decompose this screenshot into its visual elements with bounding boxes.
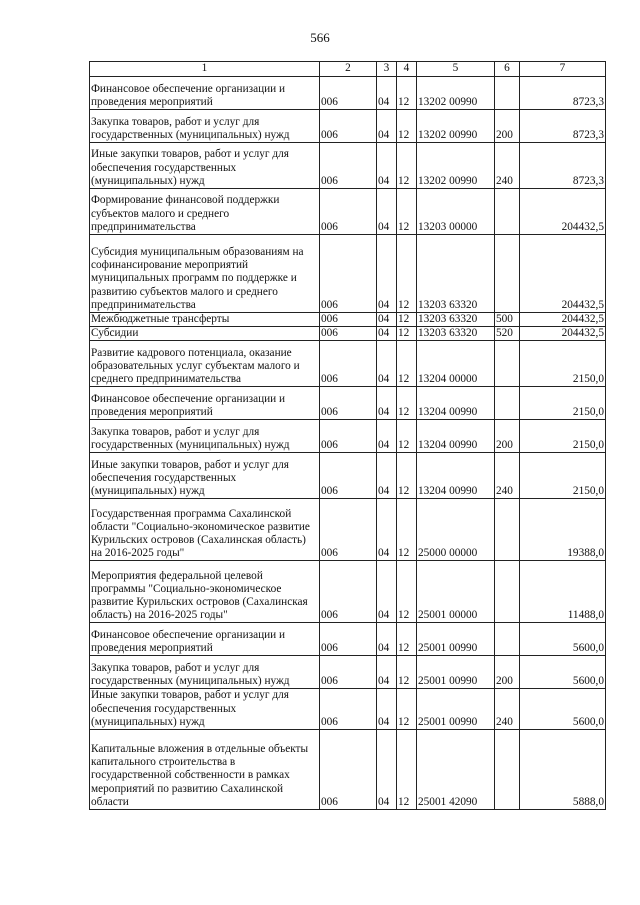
section-code-cell: 04 <box>377 143 397 189</box>
expense-type-code-cell <box>495 623 520 656</box>
expense-type-code-cell: 520 <box>495 327 520 341</box>
section-code-cell: 04 <box>377 341 397 387</box>
subsection-code-cell: 12 <box>397 689 417 730</box>
amount-cell: 204432,5 <box>520 189 606 235</box>
subsection-code-cell: 12 <box>397 110 417 143</box>
page-number: 566 <box>310 30 330 45</box>
section-code-cell: 04 <box>377 189 397 235</box>
ministry-code-cell: 006 <box>320 143 377 189</box>
row-name-cell: Финансовое обеспечение организации и проведения мероприятий <box>90 623 320 656</box>
subsection-code-cell: 12 <box>397 387 417 420</box>
header-row <box>90 62 606 77</box>
table-body <box>90 77 606 810</box>
table-row <box>90 561 606 623</box>
row-name-cell: Закупка товаров, работ и услуг для государственных (муниципальных) нужд <box>90 110 320 143</box>
amount-cell: 11488,0 <box>520 561 606 623</box>
section-code-cell: 04 <box>377 327 397 341</box>
amount-cell: 2150,0 <box>520 453 606 499</box>
expense-type-code-cell <box>495 77 520 110</box>
table-row <box>90 77 606 110</box>
target-item-code-cell: 13203 00000 <box>417 189 495 235</box>
target-item-code-cell: 25000 00000 <box>417 499 495 561</box>
subsection-code-cell: 12 <box>397 730 417 810</box>
ministry-code-cell: 006 <box>320 110 377 143</box>
row-name-cell: Иные закупки товаров, работ и услуг для обеспечения государственных (муниципальных) нужд <box>90 453 320 499</box>
row-name-cell: Субсидии <box>90 327 320 341</box>
column-header: 3 <box>377 62 397 77</box>
section-code-cell: 04 <box>377 730 397 810</box>
expense-type-code-cell: 500 <box>495 313 520 327</box>
section-code-cell: 04 <box>377 623 397 656</box>
row-name-cell: Формирование финансовой поддержки субъектов малого и среднего предпринимательства <box>90 189 320 235</box>
target-item-code-cell: 25001 00000 <box>417 561 495 623</box>
table-row <box>90 143 606 189</box>
target-item-code-cell: 13202 00990 <box>417 143 495 189</box>
section-code-cell: 04 <box>377 561 397 623</box>
budget-table <box>89 61 606 810</box>
ministry-code-cell: 006 <box>320 730 377 810</box>
table-row <box>90 327 606 341</box>
section-code-cell: 04 <box>377 420 397 453</box>
row-name-cell: Иные закупки товаров, работ и услуг для обеспечения государственных (муниципальных) нужд <box>90 689 320 730</box>
expense-type-code-cell: 240 <box>495 453 520 499</box>
amount-cell: 204432,5 <box>520 313 606 327</box>
subsection-code-cell: 12 <box>397 623 417 656</box>
table-row <box>90 656 606 689</box>
expense-type-code-cell: 200 <box>495 420 520 453</box>
amount-cell: 2150,0 <box>520 387 606 420</box>
ministry-code-cell: 006 <box>320 77 377 110</box>
row-name-cell: Закупка товаров, работ и услуг для государственных (муниципальных) нужд <box>90 656 320 689</box>
amount-cell: 5600,0 <box>520 623 606 656</box>
target-item-code-cell: 13202 00990 <box>417 77 495 110</box>
subsection-code-cell: 12 <box>397 453 417 499</box>
table-row <box>90 341 606 387</box>
section-code-cell: 04 <box>377 313 397 327</box>
section-code-cell: 04 <box>377 499 397 561</box>
section-code-cell: 04 <box>377 110 397 143</box>
ministry-code-cell: 006 <box>320 235 377 313</box>
expense-type-code-cell <box>495 189 520 235</box>
subsection-code-cell: 12 <box>397 327 417 341</box>
row-name-cell: Мероприятия федеральной целевой программы "Социально-экономическое развитие Курильских островов (Сахалинская область) на 2016-2025 годы" <box>90 561 320 623</box>
column-header: 6 <box>495 62 520 77</box>
amount-cell: 204432,5 <box>520 327 606 341</box>
expense-type-code-cell <box>495 387 520 420</box>
section-code-cell: 04 <box>377 387 397 420</box>
amount-cell: 5888,0 <box>520 730 606 810</box>
column-header: 2 <box>320 62 377 77</box>
subsection-code-cell: 12 <box>397 561 417 623</box>
section-code-cell: 04 <box>377 453 397 499</box>
ministry-code-cell: 006 <box>320 327 377 341</box>
row-name-cell: Межбюджетные трансферты <box>90 313 320 327</box>
ministry-code-cell: 006 <box>320 341 377 387</box>
expense-type-code-cell: 240 <box>495 689 520 730</box>
table-row <box>90 387 606 420</box>
target-item-code-cell: 13204 00000 <box>417 341 495 387</box>
ministry-code-cell: 006 <box>320 499 377 561</box>
ministry-code-cell: 006 <box>320 561 377 623</box>
target-item-code-cell: 25001 00990 <box>417 623 495 656</box>
ministry-code-cell: 006 <box>320 313 377 327</box>
section-code-cell: 04 <box>377 656 397 689</box>
table-row <box>90 453 606 499</box>
table-row <box>90 110 606 143</box>
target-item-code-cell: 25001 00990 <box>417 689 495 730</box>
target-item-code-cell: 13203 63320 <box>417 327 495 341</box>
target-item-code-cell: 25001 00990 <box>417 656 495 689</box>
amount-cell: 2150,0 <box>520 420 606 453</box>
ministry-code-cell: 006 <box>320 420 377 453</box>
target-item-code-cell: 13203 63320 <box>417 313 495 327</box>
subsection-code-cell: 12 <box>397 341 417 387</box>
amount-cell: 204432,5 <box>520 235 606 313</box>
amount-cell: 5600,0 <box>520 656 606 689</box>
subsection-code-cell: 12 <box>397 143 417 189</box>
ministry-code-cell: 006 <box>320 189 377 235</box>
target-item-code-cell: 13204 00990 <box>417 387 495 420</box>
expense-type-code-cell <box>495 341 520 387</box>
row-name-cell: Иные закупки товаров, работ и услуг для обеспечения государственных (муниципальных) нужд <box>90 143 320 189</box>
ministry-code-cell: 006 <box>320 656 377 689</box>
subsection-code-cell: 12 <box>397 77 417 110</box>
amount-cell: 2150,0 <box>520 341 606 387</box>
table-row <box>90 499 606 561</box>
row-name-cell: Финансовое обеспечение организации и проведения мероприятий <box>90 387 320 420</box>
expense-type-code-cell: 200 <box>495 110 520 143</box>
target-item-code-cell: 13204 00990 <box>417 420 495 453</box>
column-header: 5 <box>417 62 495 77</box>
amount-cell: 8723,3 <box>520 110 606 143</box>
subsection-code-cell: 12 <box>397 499 417 561</box>
target-item-code-cell: 25001 42090 <box>417 730 495 810</box>
target-item-code-cell: 13203 63320 <box>417 235 495 313</box>
subsection-code-cell: 12 <box>397 235 417 313</box>
expense-type-code-cell: 240 <box>495 143 520 189</box>
section-code-cell: 04 <box>377 689 397 730</box>
amount-cell: 19388,0 <box>520 499 606 561</box>
expense-type-code-cell: 200 <box>495 656 520 689</box>
section-code-cell: 04 <box>377 235 397 313</box>
table-row <box>90 189 606 235</box>
target-item-code-cell: 13202 00990 <box>417 110 495 143</box>
subsection-code-cell: 12 <box>397 189 417 235</box>
expense-type-code-cell <box>495 561 520 623</box>
column-header: 7 <box>520 62 606 77</box>
target-item-code-cell: 13204 00990 <box>417 453 495 499</box>
table-row <box>90 689 606 730</box>
table-row <box>90 623 606 656</box>
row-name-cell: Развитие кадрового потенциала, оказание образовательных услуг субъектам малого и среднего предпринимательства <box>90 341 320 387</box>
table-row <box>90 420 606 453</box>
row-name-cell: Закупка товаров, работ и услуг для государственных (муниципальных) нужд <box>90 420 320 453</box>
amount-cell: 8723,3 <box>520 143 606 189</box>
column-header: 4 <box>397 62 417 77</box>
table-row <box>90 313 606 327</box>
ministry-code-cell: 006 <box>320 623 377 656</box>
table-row <box>90 235 606 313</box>
subsection-code-cell: 12 <box>397 656 417 689</box>
amount-cell: 5600,0 <box>520 689 606 730</box>
section-code-cell: 04 <box>377 77 397 110</box>
ministry-code-cell: 006 <box>320 453 377 499</box>
table-row <box>90 730 606 810</box>
row-name-cell: Капитальные вложения в отдельные объекты капитального строительства в государственной собственности в рамках мероприятий по развитию Сахалинской области <box>90 730 320 810</box>
column-header: 1 <box>90 62 320 77</box>
row-name-cell: Финансовое обеспечение организации и проведения мероприятий <box>90 77 320 110</box>
subsection-code-cell: 12 <box>397 420 417 453</box>
amount-cell: 8723,3 <box>520 77 606 110</box>
expense-type-code-cell <box>495 730 520 810</box>
row-name-cell: Субсидия муниципальным образованиям на софинансирование мероприятий муниципальных программ по поддержке и развитию субъектов малого и среднего предпринимательства <box>90 235 320 313</box>
expense-type-code-cell <box>495 499 520 561</box>
ministry-code-cell: 006 <box>320 387 377 420</box>
ministry-code-cell: 006 <box>320 689 377 730</box>
row-name-cell: Государственная программа Сахалинской области "Социально-экономическое развитие Курильских островов (Сахалинская область) на 2016-2025 годы" <box>90 499 320 561</box>
expense-type-code-cell <box>495 235 520 313</box>
subsection-code-cell: 12 <box>397 313 417 327</box>
